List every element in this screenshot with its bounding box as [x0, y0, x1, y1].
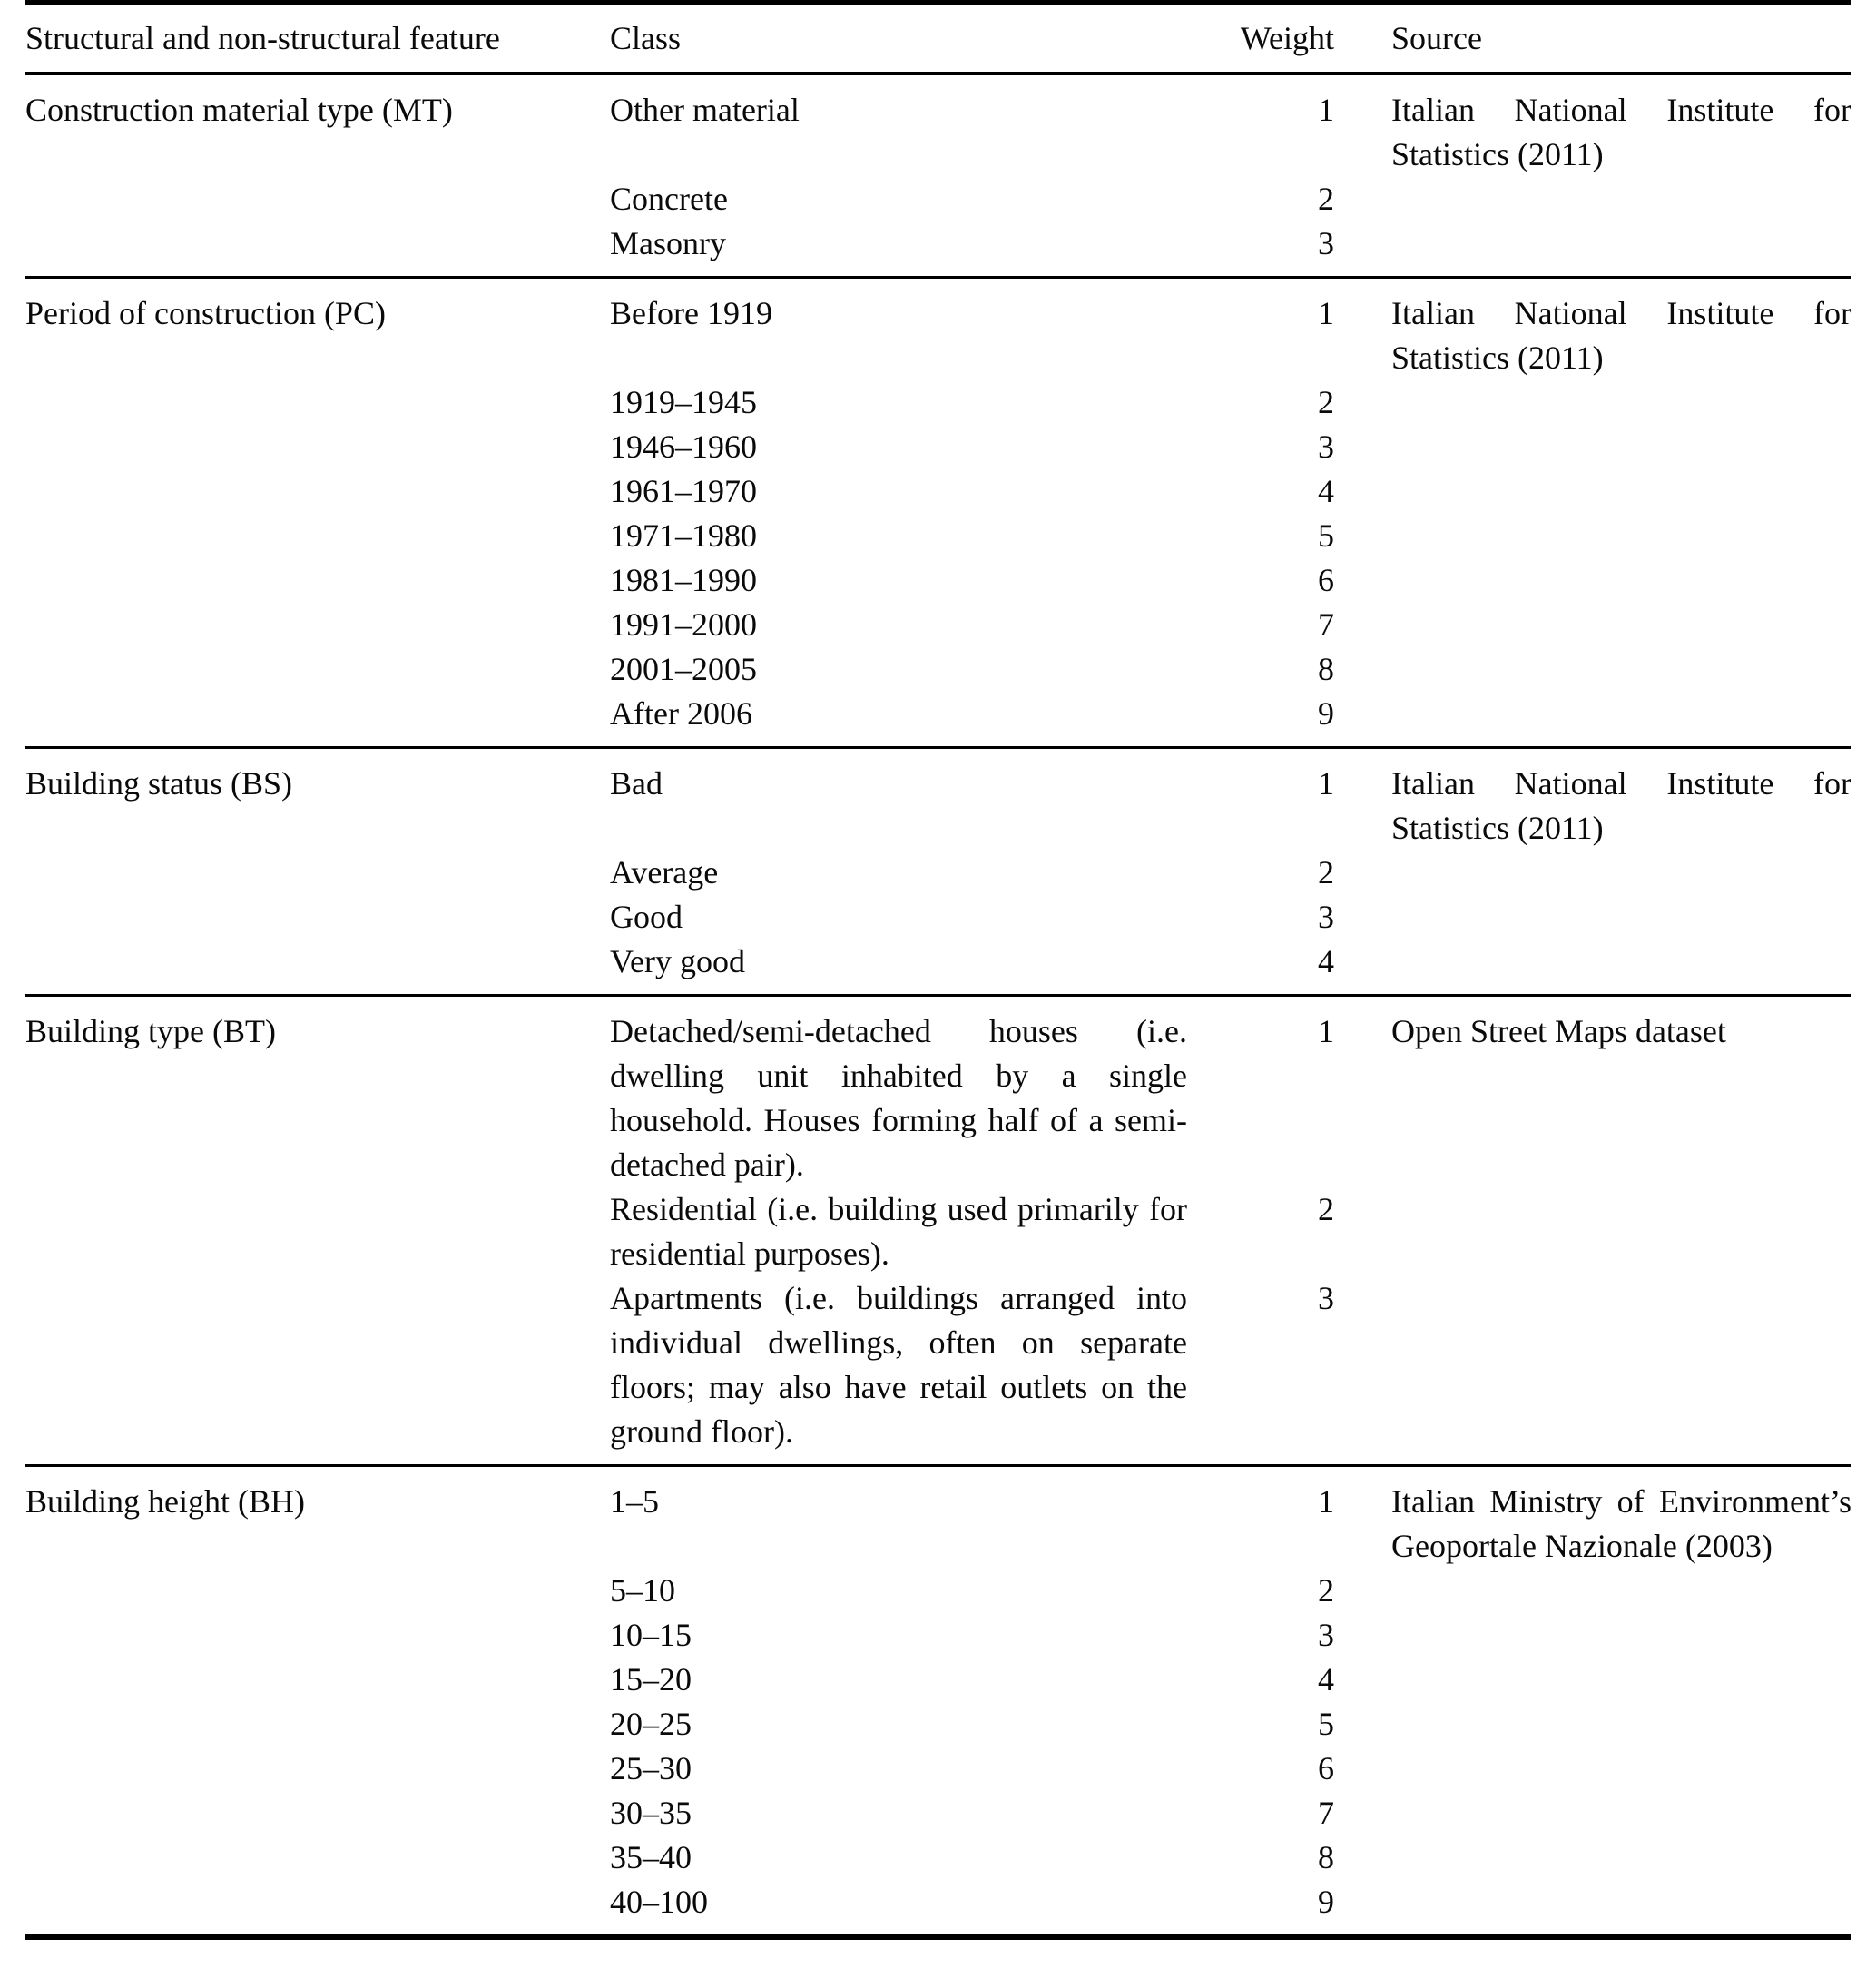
class-weight-value: 1 — [1318, 1483, 1334, 1520]
class-weight-cell — [610, 88, 1334, 266]
class-item — [610, 88, 1334, 177]
class-label: 15–20 — [610, 1661, 692, 1698]
source-text: Italian Ministry of Environment’s Geoportale Nazionale (2003) — [1391, 1483, 1851, 1564]
class-label: 1971–1980 — [610, 517, 757, 554]
feature-cell: Construction material type (MT) — [25, 92, 453, 128]
class-label: 1991–2000 — [610, 606, 757, 643]
class-item — [610, 851, 1334, 895]
class-item — [610, 1658, 1334, 1702]
class-weight-value: 5 — [1318, 1706, 1334, 1742]
class-weight-value: 2 — [1318, 181, 1334, 217]
class-item — [610, 692, 1334, 736]
class-label: 2001–2005 — [610, 651, 757, 687]
class-weight-value: 5 — [1318, 517, 1334, 554]
class-weight-value: 3 — [1318, 899, 1334, 935]
class-item — [610, 940, 1334, 984]
class-weight-value: 2 — [1318, 854, 1334, 891]
class-label: Masonry — [610, 225, 726, 261]
class-weight-value: 3 — [1318, 225, 1334, 261]
class-weight-value: 6 — [1318, 562, 1334, 598]
feature-cell: Period of construction (PC) — [25, 295, 386, 331]
class-item — [610, 895, 1334, 940]
table-row — [25, 75, 1851, 276]
class-weight-value: 3 — [1318, 1280, 1334, 1316]
class-label: 20–25 — [610, 1706, 692, 1742]
class-weight-value: 1 — [1318, 1013, 1334, 1049]
source-text: Italian National Institute for Statistics (2011) — [1391, 295, 1851, 376]
features-table — [25, 0, 1851, 1940]
source-cell — [1334, 291, 1851, 380]
class-item — [610, 291, 1334, 380]
class-weight-cell — [610, 1480, 1334, 1924]
source-text: Open Street Maps dataset — [1391, 1013, 1726, 1049]
class-label: 1–5 — [610, 1483, 659, 1520]
source-text: Italian National Institute for Statistics (2011) — [1391, 765, 1851, 846]
class-weight-cell — [610, 291, 1334, 736]
class-label: Before 1919 — [610, 295, 772, 331]
class-item — [610, 1702, 1334, 1747]
header-source-label: Source — [1391, 20, 1482, 56]
class-item — [610, 1613, 1334, 1658]
class-weight-cell — [610, 762, 1334, 984]
header-weight: Weight — [1240, 20, 1334, 56]
class-label: 30–35 — [610, 1795, 692, 1831]
class-label: Apartments (i.e. buildings arranged into individual dwellings, often on separate floors; may also have retail outlets on the ground floor). — [610, 1280, 1187, 1450]
class-label: 10–15 — [610, 1617, 692, 1653]
table-row — [25, 746, 1851, 994]
table-row — [25, 994, 1851, 1464]
class-label: Good — [610, 899, 683, 935]
class-item — [610, 1569, 1334, 1613]
header-feature: Structural and non-structural feature — [25, 20, 500, 56]
class-weight-value: 9 — [1318, 695, 1334, 732]
class-label: After 2006 — [610, 695, 752, 732]
class-item — [610, 762, 1334, 851]
class-item — [610, 647, 1334, 692]
class-weight-value: 2 — [1318, 1572, 1334, 1609]
class-label: Detached/semi-detached houses (i.e. dwelling unit inhabited by a single household. Houses forming half of a semi-detached pair). — [610, 1013, 1187, 1183]
feature-cell: Building height (BH) — [25, 1483, 305, 1520]
class-label: 35–40 — [610, 1839, 692, 1875]
class-label: Very good — [610, 943, 745, 979]
source-cell — [1334, 1480, 1851, 1569]
table-row — [25, 1464, 1851, 1934]
class-weight-value: 7 — [1318, 1795, 1334, 1831]
class-item — [610, 221, 1334, 266]
class-label: Residential (i.e. building used primarily for residential purposes). — [610, 1191, 1187, 1272]
class-item — [610, 1880, 1334, 1924]
class-item — [610, 1835, 1334, 1880]
class-weight-value: 3 — [1318, 1617, 1334, 1653]
class-item — [610, 1276, 1334, 1454]
class-label: 5–10 — [610, 1572, 675, 1609]
class-item — [610, 380, 1334, 425]
class-item — [610, 1187, 1334, 1276]
class-item — [610, 1009, 1334, 1187]
source-cell — [1334, 1009, 1851, 1054]
table-header-row — [25, 0, 1851, 75]
class-label: Average — [610, 854, 719, 891]
class-item — [610, 177, 1334, 221]
header-class-weight — [610, 16, 1334, 61]
class-weight-value: 1 — [1318, 765, 1334, 802]
class-label: 25–30 — [610, 1750, 692, 1786]
source-text: Italian National Institute for Statistics (2011) — [1391, 92, 1851, 172]
class-weight-value: 8 — [1318, 651, 1334, 687]
class-item — [610, 558, 1334, 603]
class-weight-value: 6 — [1318, 1750, 1334, 1786]
source-cell — [1334, 762, 1851, 851]
class-weight-value: 2 — [1318, 1191, 1334, 1227]
class-item — [610, 603, 1334, 647]
feature-cell: Building type (BT) — [25, 1013, 276, 1049]
class-label: 1961–1970 — [610, 473, 757, 509]
class-item — [610, 1791, 1334, 1835]
header-source — [1334, 16, 1851, 61]
class-weight-value: 1 — [1318, 295, 1334, 331]
class-item — [610, 1747, 1334, 1791]
class-label: 1946–1960 — [610, 428, 757, 465]
source-cell — [1334, 88, 1851, 177]
class-label: 40–100 — [610, 1884, 708, 1920]
feature-cell: Building status (BS) — [25, 765, 293, 802]
class-label: Bad — [610, 765, 663, 802]
class-weight-value: 4 — [1318, 1661, 1334, 1698]
header-class-weight-group — [610, 16, 1334, 61]
class-item — [610, 425, 1334, 469]
class-item — [610, 469, 1334, 514]
class-weight-value: 4 — [1318, 943, 1334, 979]
class-weight-cell — [610, 1009, 1334, 1454]
class-weight-value: 8 — [1318, 1839, 1334, 1875]
class-label: Other material — [610, 92, 800, 128]
class-weight-value: 7 — [1318, 606, 1334, 643]
class-weight-value: 9 — [1318, 1884, 1334, 1920]
class-weight-value: 1 — [1318, 92, 1334, 128]
class-item — [610, 1480, 1334, 1569]
class-weight-value: 4 — [1318, 473, 1334, 509]
class-weight-value: 2 — [1318, 384, 1334, 420]
class-item — [610, 514, 1334, 558]
class-label: Concrete — [610, 181, 728, 217]
header-class: Class — [610, 20, 682, 56]
class-weight-value: 3 — [1318, 428, 1334, 465]
class-label: 1981–1990 — [610, 562, 757, 598]
table-row — [25, 276, 1851, 746]
table-body — [25, 75, 1851, 1940]
class-label: 1919–1945 — [610, 384, 757, 420]
